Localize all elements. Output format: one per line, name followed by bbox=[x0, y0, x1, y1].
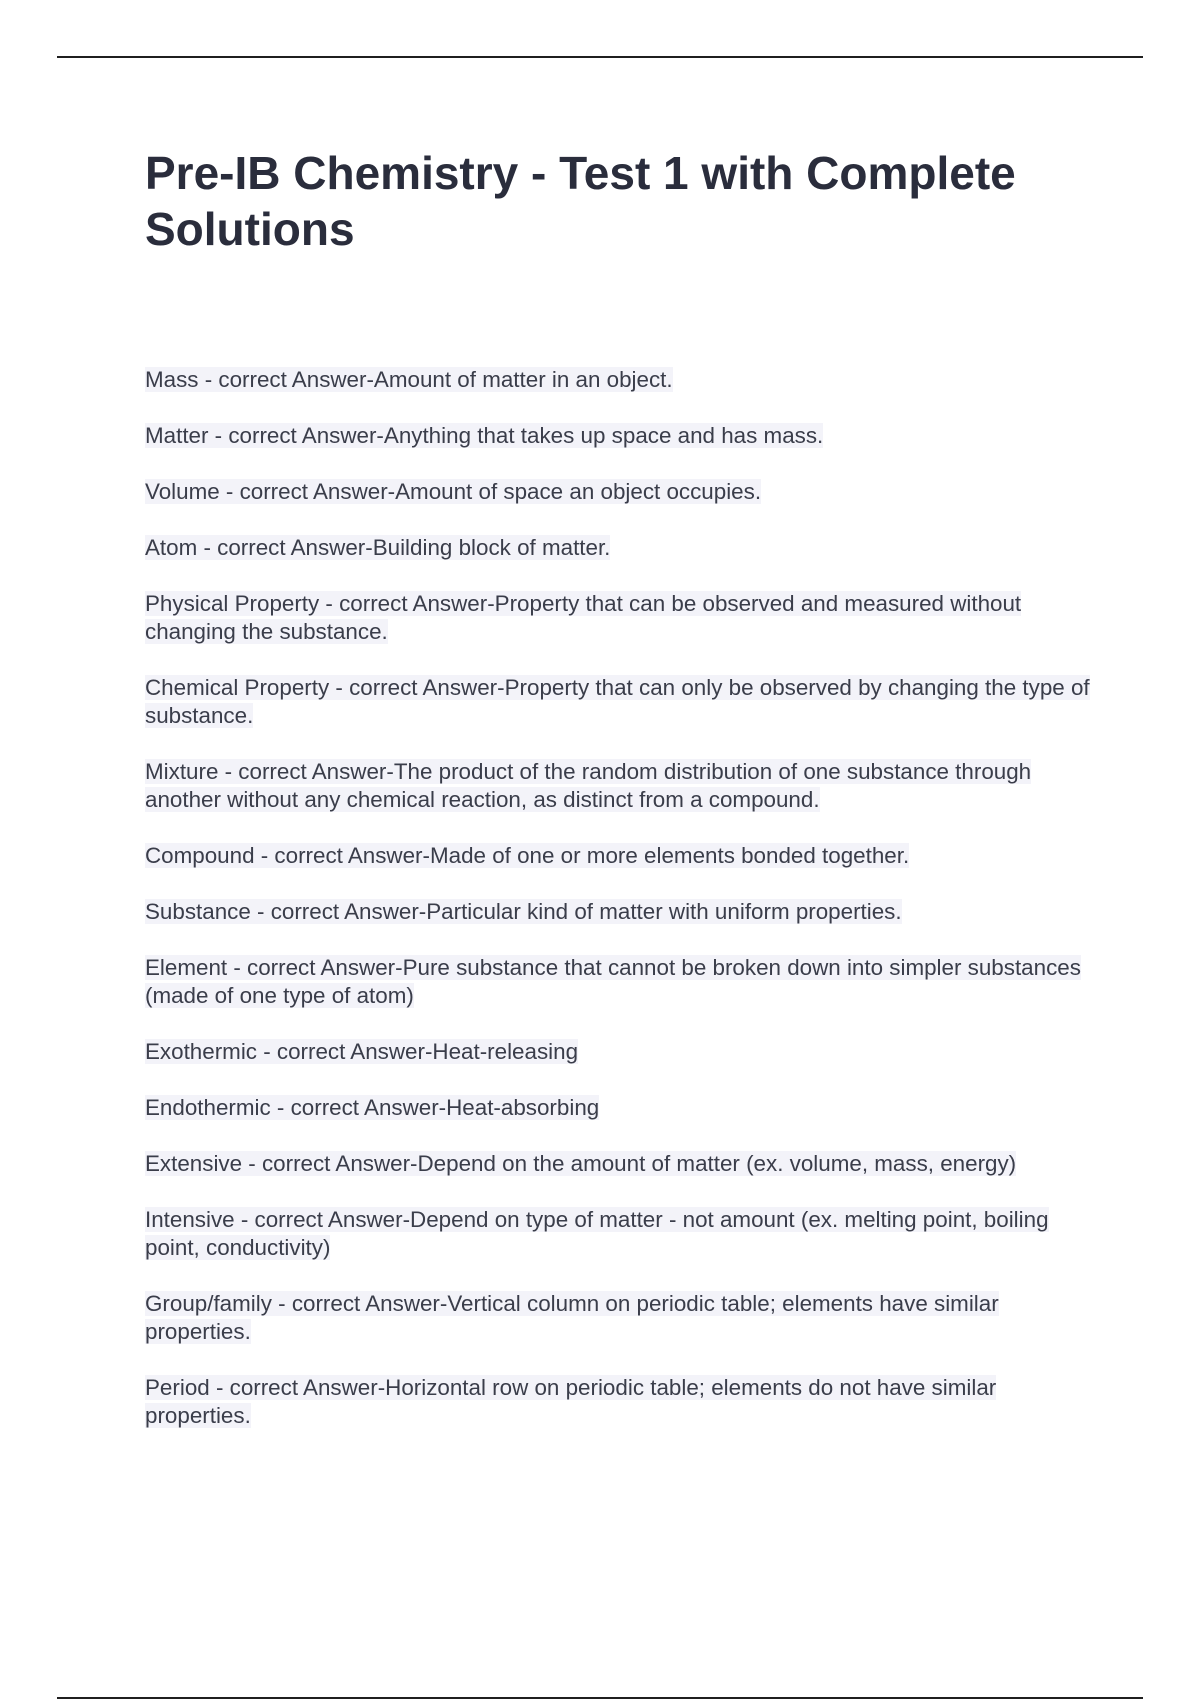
qa-item-text: Matter - correct Answer-Anything that takes up space and has mass. bbox=[145, 423, 824, 448]
qa-item bbox=[145, 758, 1095, 814]
qa-item-text: Compound - correct Answer-Made of one or more elements bonded together. bbox=[145, 843, 910, 868]
qa-item bbox=[145, 1150, 1095, 1178]
document-title: Pre-IB Chemistry - Test 1 with Complete Solutions bbox=[145, 147, 1016, 255]
qa-item-text: Mass - correct Answer-Amount of matter in an object. bbox=[145, 367, 673, 392]
qa-item-text: Atom - correct Answer-Building block of matter. bbox=[145, 535, 611, 560]
qa-item-text: Extensive - correct Answer-Depend on the amount of matter (ex. volume, mass, energy) bbox=[145, 1151, 1017, 1176]
qa-item bbox=[145, 1206, 1095, 1262]
qa-item-text: Volume - correct Answer-Amount of space an object occupies. bbox=[145, 479, 762, 504]
qa-item bbox=[145, 534, 1095, 562]
qa-item bbox=[145, 478, 1095, 506]
qa-item bbox=[145, 1374, 1095, 1430]
qa-item-text: Exothermic - correct Answer-Heat-releasing bbox=[145, 1039, 579, 1064]
qa-item-text: Intensive - correct Answer-Depend on type of matter - not amount (ex. melting point, boiling point, conductivity) bbox=[145, 1207, 1049, 1260]
qa-item-text: Substance - correct Answer-Particular kind of matter with uniform properties. bbox=[145, 899, 902, 924]
qa-item-text: Group/family - correct Answer-Vertical column on periodic table; elements have similar properties. bbox=[145, 1291, 999, 1344]
qa-item bbox=[145, 1038, 1095, 1066]
bottom-divider bbox=[57, 1697, 1143, 1699]
qa-item-text: Physical Property - correct Answer-Property that can be observed and measured without changing the substance. bbox=[145, 591, 1022, 644]
qa-item bbox=[145, 590, 1095, 646]
qa-item-text: Period - correct Answer-Horizontal row on periodic table; elements do not have similar properties. bbox=[145, 1375, 997, 1428]
top-divider bbox=[57, 56, 1143, 58]
qa-item bbox=[145, 898, 1095, 926]
qa-item bbox=[145, 954, 1095, 1010]
qa-item bbox=[145, 1290, 1095, 1346]
qa-item bbox=[145, 842, 1095, 870]
qa-item bbox=[145, 674, 1095, 730]
qa-item-text: Endothermic - correct Answer-Heat-absorbing bbox=[145, 1095, 600, 1120]
qa-list bbox=[145, 366, 1095, 1458]
qa-item-text: Element - correct Answer-Pure substance that cannot be broken down into simpler substances (made of one type of atom) bbox=[145, 955, 1081, 1008]
qa-item bbox=[145, 1094, 1095, 1122]
qa-item-text: Chemical Property - correct Answer-Property that can only be observed by changing the type of substance. bbox=[145, 675, 1090, 728]
qa-item-text: Mixture - correct Answer-The product of the random distribution of one substance through another without any chemical reaction, as distinct from a compound. bbox=[145, 759, 1032, 812]
qa-item bbox=[145, 366, 1095, 394]
qa-item bbox=[145, 422, 1095, 450]
